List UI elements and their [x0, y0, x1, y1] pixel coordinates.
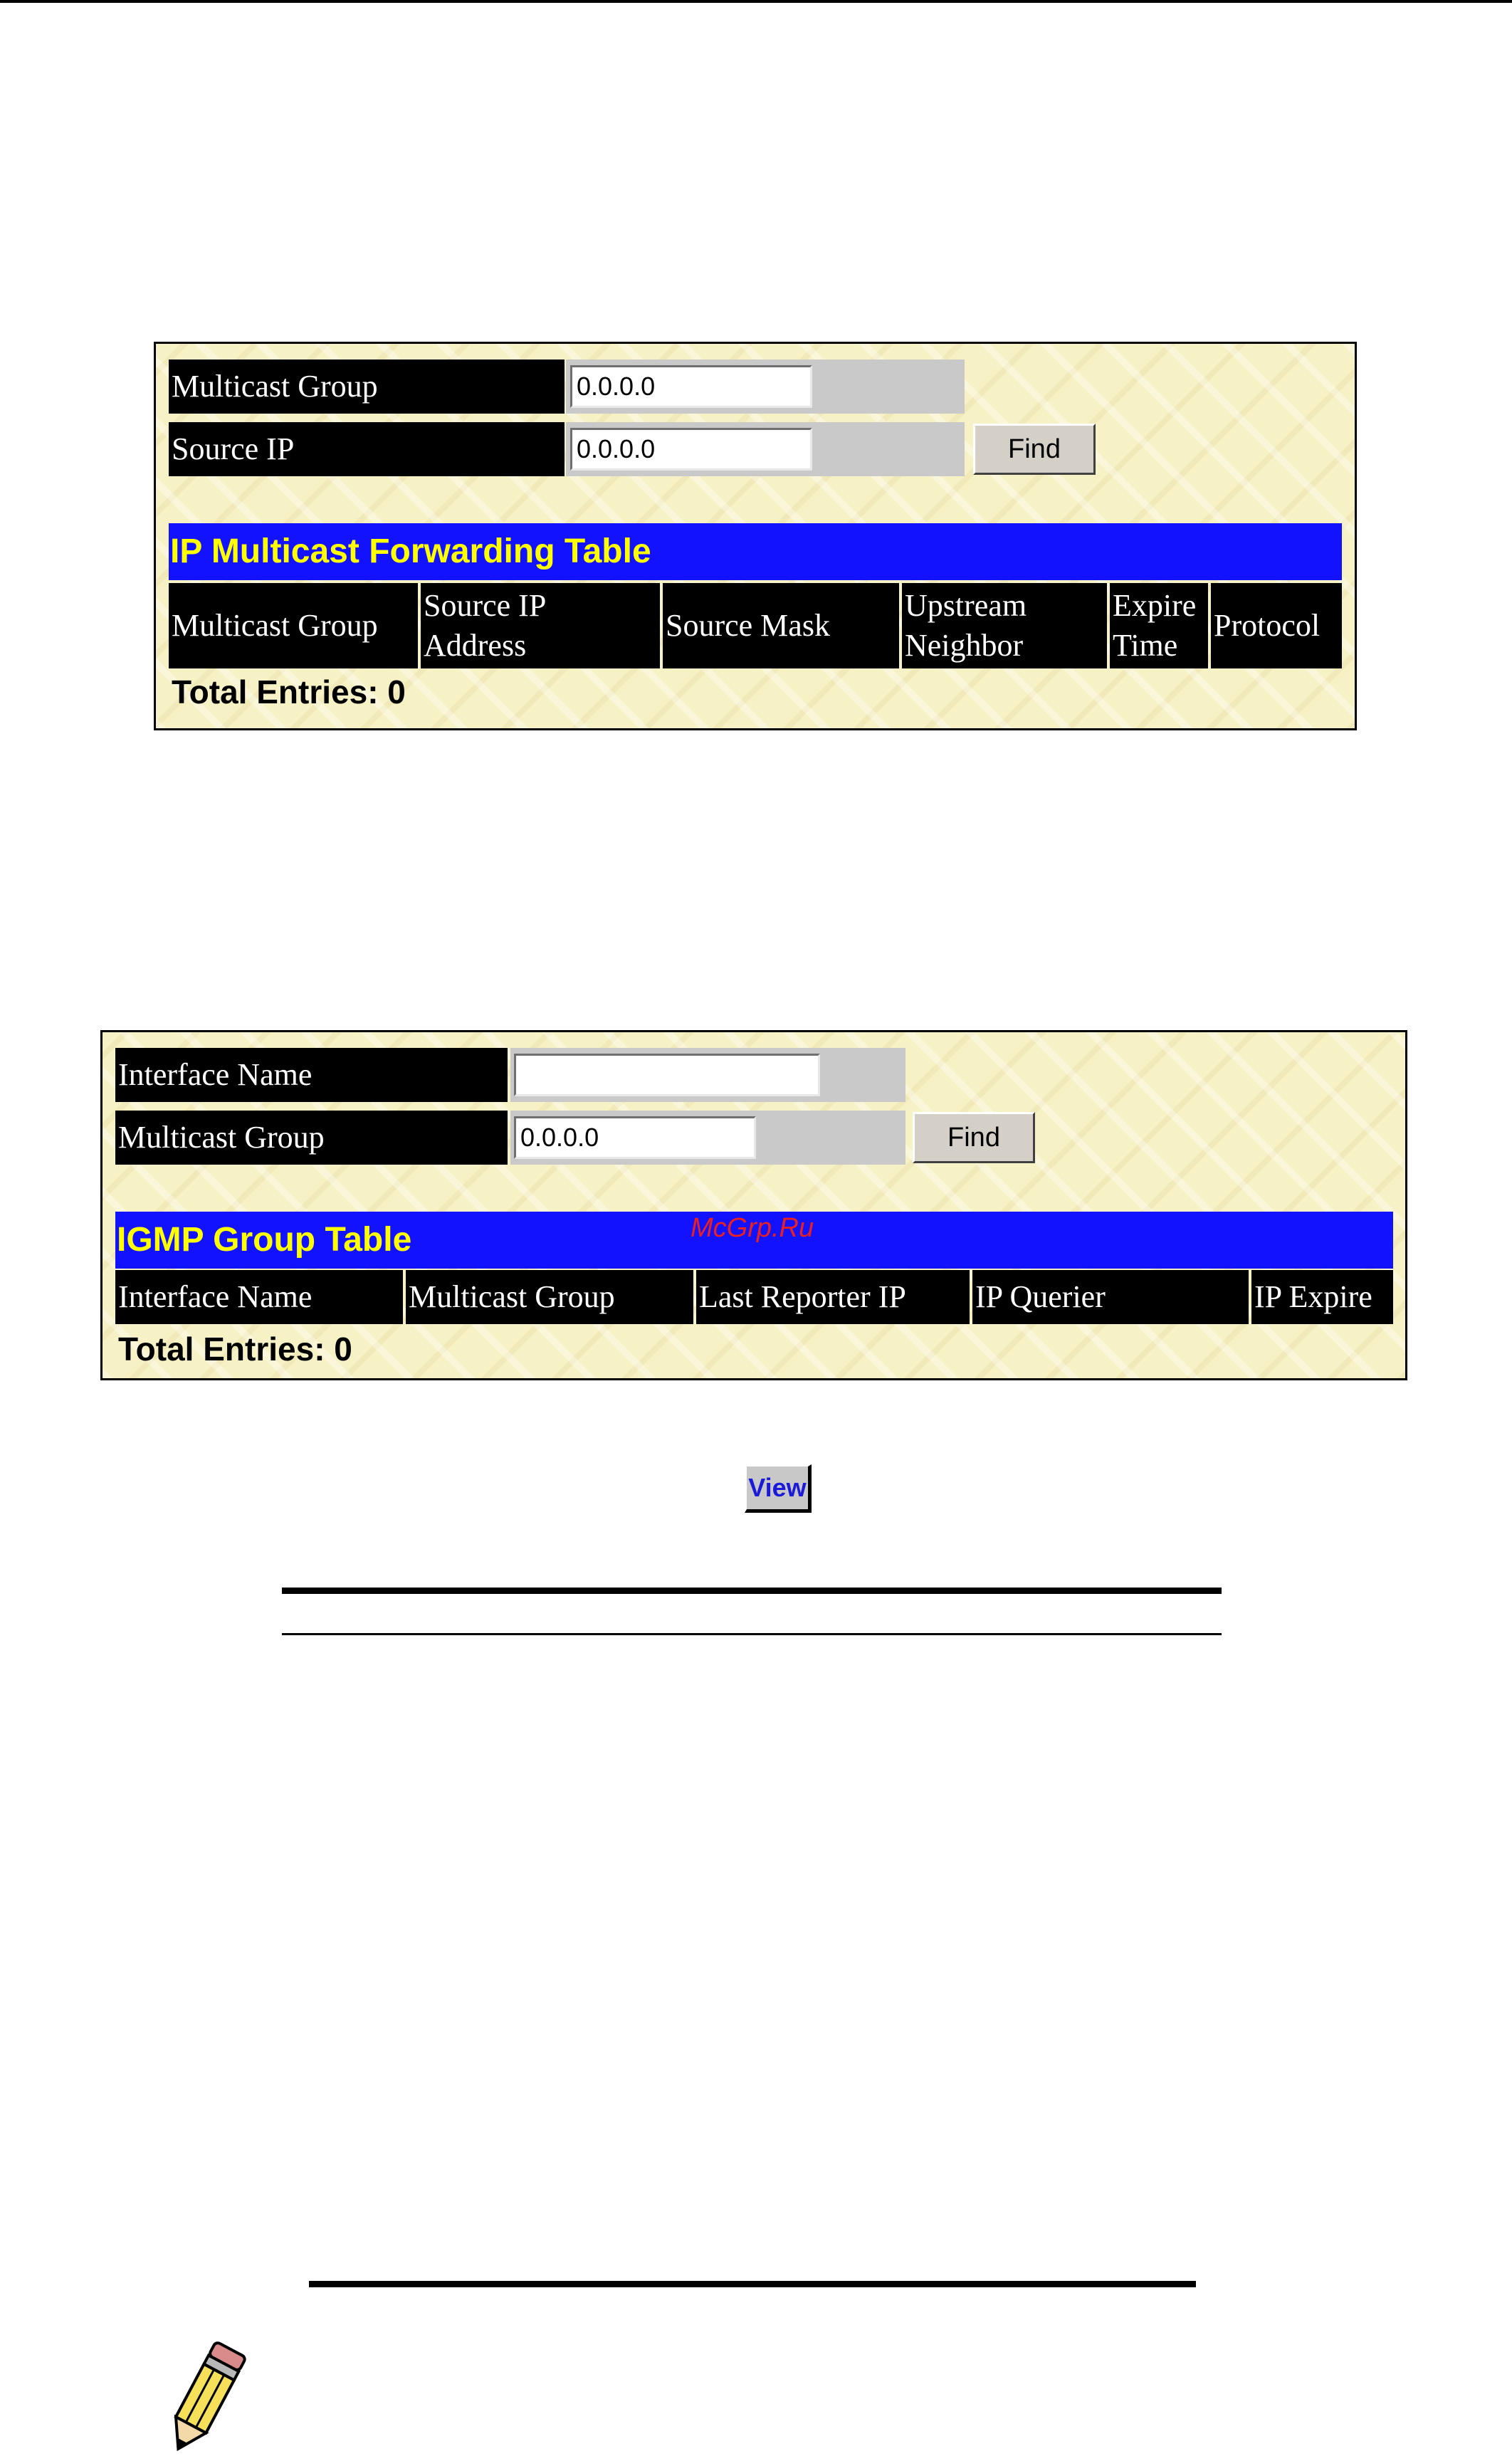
igmp-find-button[interactable]: Find — [913, 1112, 1035, 1163]
find-button[interactable]: Find — [973, 424, 1096, 475]
column-upstream-neighbor: Upstream Neighbor — [902, 583, 1107, 668]
column-igmp-multicast-group: Multicast Group — [406, 1270, 693, 1324]
column-last-reporter-ip: Last Reporter IP — [696, 1270, 970, 1324]
source-ip-row — [169, 422, 1094, 476]
interface-name-label: Interface Name — [115, 1048, 508, 1102]
igmp-total-entries: Total Entries: 0 — [118, 1331, 352, 1368]
column-ip-querier: IP Querier — [972, 1270, 1249, 1324]
igmp-multicast-group-row — [115, 1111, 1041, 1165]
source-ip-input[interactable]: 0.0.0.0 — [570, 428, 812, 471]
column-interface-name: Interface Name — [115, 1270, 403, 1324]
multicast-group-input[interactable]: 0.0.0.0 — [570, 365, 812, 408]
section-rule-thick — [282, 1588, 1222, 1594]
section-rule-thin — [282, 1633, 1222, 1635]
ip-multicast-forwarding-panel — [154, 342, 1357, 730]
igmp-multicast-group-input[interactable]: 0.0.0.0 — [514, 1116, 756, 1159]
pencil-icon — [153, 2339, 256, 2461]
column-source-ip-address: Source IP Address — [421, 583, 660, 668]
watermark-text: McGrp.Ru — [691, 1213, 814, 1243]
igmp-multicast-group-label: Multicast Group — [115, 1111, 508, 1165]
source-ip-label: Source IP — [169, 422, 565, 476]
column-source-mask: Source Mask — [663, 583, 899, 668]
igmp-group-panel — [100, 1030, 1407, 1380]
multicast-group-label: Multicast Group — [169, 360, 565, 414]
forwarding-table-title: IP Multicast Forwarding Table — [169, 523, 1342, 580]
view-button[interactable]: View — [745, 1464, 812, 1513]
multicast-group-row — [169, 360, 966, 414]
page-top-rule — [0, 0, 1512, 3]
interface-name-row — [115, 1048, 920, 1102]
igmp-table-title: IGMP Group Table — [115, 1212, 1393, 1269]
column-ip-expire: IP Expire — [1251, 1270, 1393, 1324]
note-rule — [309, 2281, 1196, 2287]
interface-name-input[interactable] — [514, 1054, 820, 1096]
column-protocol: Protocol — [1211, 583, 1342, 668]
column-expire-time: Expire Time — [1110, 583, 1208, 668]
column-multicast-group: Multicast Group — [169, 583, 418, 668]
forwarding-total-entries: Total Entries: 0 — [172, 673, 406, 710]
